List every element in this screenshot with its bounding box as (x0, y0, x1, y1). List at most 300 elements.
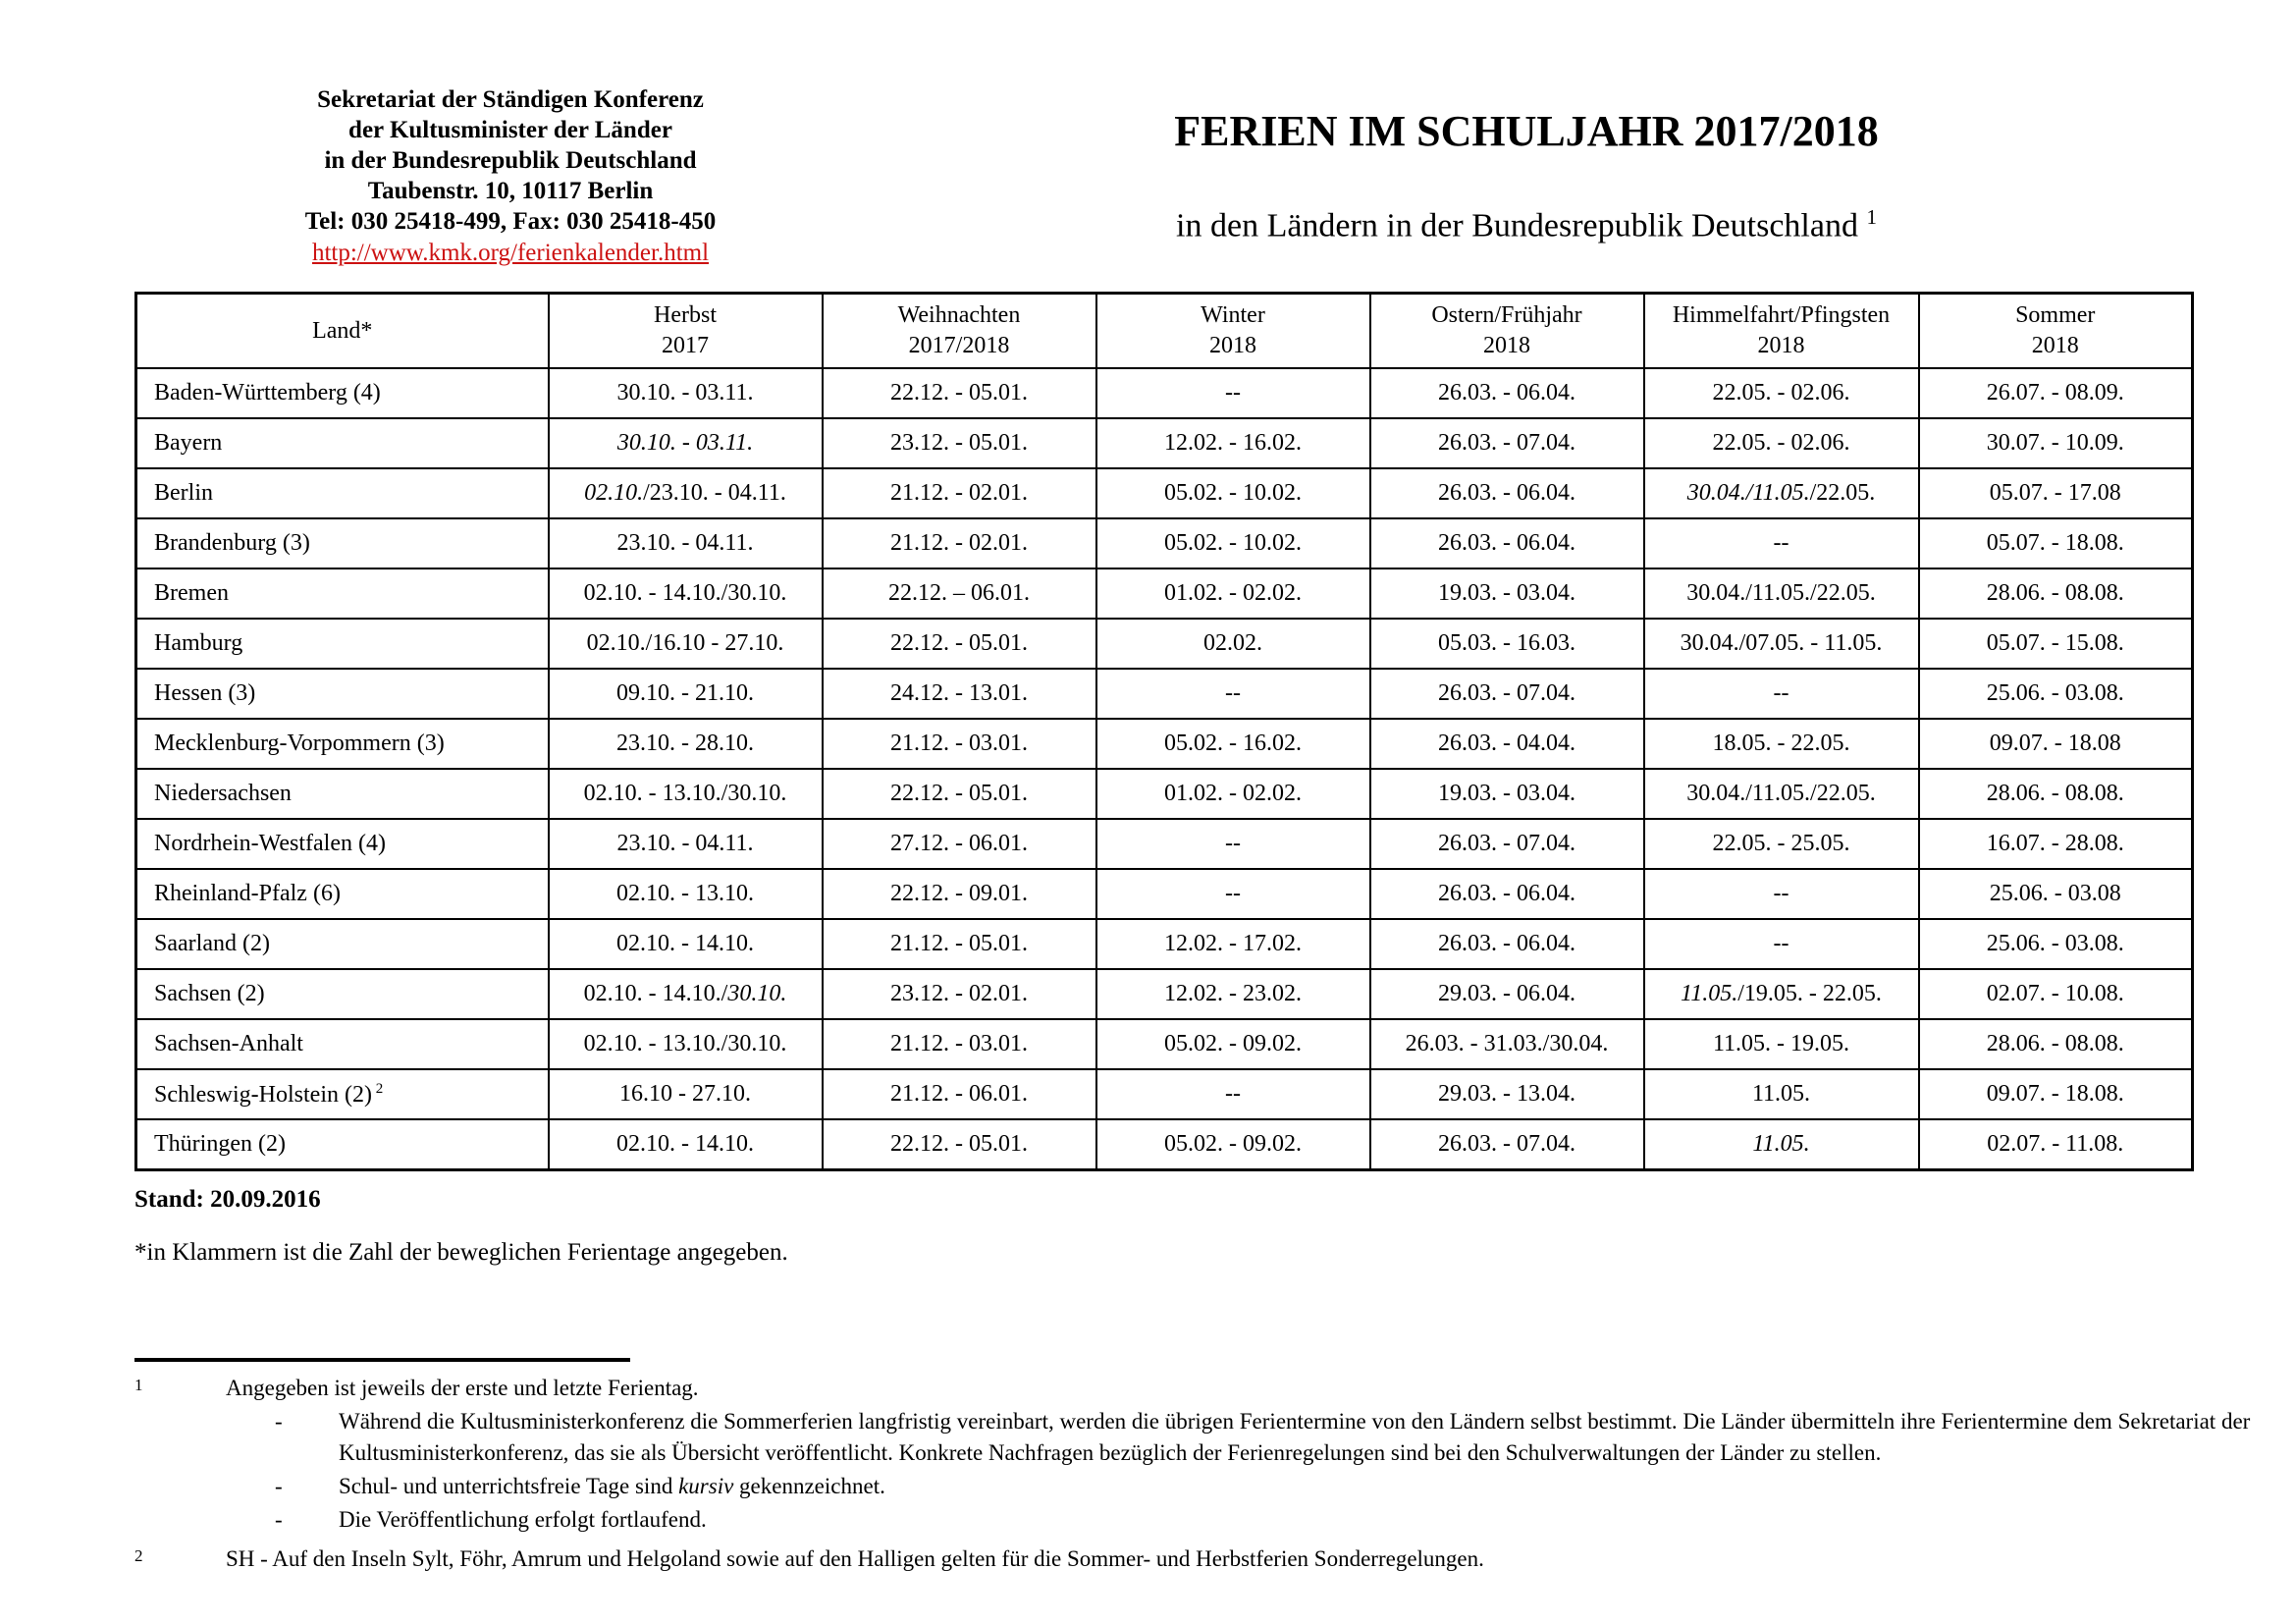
italic-date-segment: 30.04./11.05. (1686, 480, 1810, 506)
footnote (134, 1373, 2286, 1536)
land-name: Saarland (2) (154, 931, 270, 956)
holiday-cell (1919, 518, 2193, 568)
column-header-label: Herbst (654, 302, 717, 328)
land-name: Berlin (154, 480, 213, 506)
document-header (1021, 108, 2032, 244)
land-name: Bremen (154, 580, 229, 606)
holiday-cell (1370, 568, 1644, 619)
holiday-cell (1096, 869, 1370, 919)
holiday-cell (1919, 1019, 2193, 1069)
holiday-cell (1096, 568, 1370, 619)
date-segment: 23.10. - 04.11. (616, 831, 754, 856)
page-subtitle (1021, 198, 2032, 244)
date-segment: 01.02. - 02.02. (1164, 580, 1302, 606)
land-cell (136, 819, 549, 869)
holiday-cell (1096, 1019, 1370, 1069)
table-row (136, 418, 2193, 468)
holiday-cell (1096, 819, 1370, 869)
holiday-cell (823, 1019, 1096, 1069)
date-segment: 02.10. - 14.10./30.10. (583, 580, 787, 606)
column-header-label: Land* (312, 317, 373, 344)
date-segment: -- (1773, 931, 1789, 956)
date-segment: /19.05. - 22.05. (1737, 981, 1882, 1006)
holiday-cell (1644, 1019, 1919, 1069)
holiday-cell (549, 518, 823, 568)
holiday-cell (1919, 669, 2193, 719)
date-segment: -- (1773, 680, 1789, 706)
table-row (136, 719, 2193, 769)
holiday-cell (1644, 468, 1919, 518)
holiday-cell (1370, 1119, 1644, 1170)
holiday-cell (823, 468, 1096, 518)
page-title: FERIEN IM SCHULJAHR 2017/2018 (1174, 107, 1879, 155)
land-cell (136, 719, 549, 769)
land-cell (136, 568, 549, 619)
date-segment: 21.12. - 03.01. (890, 1031, 1028, 1056)
subtitle-footnote-ref: 1 (1866, 205, 1877, 229)
holiday-cell (1919, 568, 2193, 619)
date-segment: 02.02. (1203, 630, 1262, 656)
holiday-cell (549, 368, 823, 418)
land-cell (136, 619, 549, 669)
land-cell (136, 869, 549, 919)
table-row (136, 869, 2193, 919)
date-segment: 05.07. - 15.08. (1986, 630, 2124, 656)
date-segment: -- (1225, 881, 1241, 906)
table-row (136, 919, 2193, 969)
date-segment: 26.03. - 06.04. (1438, 480, 1575, 506)
date-segment: 23.12. - 05.01. (890, 430, 1028, 456)
holiday-cell (1096, 619, 1370, 669)
holiday-cell (1919, 1069, 2193, 1119)
date-segment: 05.02. - 10.02. (1164, 480, 1302, 506)
holiday-cell (823, 919, 1096, 969)
italic-date-segment: 11.05. (1681, 981, 1738, 1006)
holiday-cell (823, 1069, 1096, 1119)
land-name: Hessen (3) (154, 680, 256, 706)
date-segment: 05.07. - 17.08 (1989, 480, 2121, 506)
letterhead-line: der Kultusminister der Länder (348, 117, 672, 143)
dash-bullet: - (275, 1409, 283, 1434)
holiday-cell (549, 1019, 823, 1069)
date-segment: 30.10. - 03.11. (616, 380, 754, 406)
date-segment: 02.10. - 13.10./30.10. (583, 1031, 787, 1056)
holiday-cell (1370, 619, 1644, 669)
date-segment: 02.10. - 13.10./30.10. (583, 781, 787, 806)
holiday-cell (823, 869, 1096, 919)
date-segment: 09.10. - 21.10. (616, 680, 754, 706)
column-header-year: 2018 (2031, 333, 2079, 358)
italic-date-segment: 02.10. (584, 480, 644, 506)
date-segment: 24.12. - 13.01. (890, 680, 1028, 706)
table-row (136, 769, 2193, 819)
holiday-cell (1644, 969, 1919, 1019)
column-header-year: 2017 (662, 333, 709, 358)
date-segment: 22.12. – 06.01. (888, 580, 1030, 606)
holiday-table (134, 292, 2194, 1171)
date-segment: 19.03. - 03.04. (1438, 781, 1575, 806)
date-segment: -- (1225, 831, 1241, 856)
holiday-cell (549, 769, 823, 819)
date-segment: -- (1773, 530, 1789, 556)
holiday-cell (823, 368, 1096, 418)
date-segment: 25.06. - 03.08 (1989, 881, 2121, 906)
land-name: Thüringen (2) (154, 1131, 286, 1157)
holiday-cell (549, 1069, 823, 1119)
date-segment: 22.12. - 05.01. (890, 781, 1028, 806)
date-segment: 21.12. - 02.01. (890, 480, 1028, 506)
holiday-cell (823, 1119, 1096, 1170)
letterhead (187, 84, 834, 268)
date-segment: 02.07. - 10.08. (1986, 981, 2124, 1006)
land-name: Sachsen (2) (154, 981, 265, 1006)
date-segment: gekennzeichnet. (733, 1474, 885, 1498)
kmk-ferienkalender-link[interactable]: http://www.kmk.org/ferienkalender.html (311, 240, 710, 266)
holiday-cell (549, 1119, 823, 1170)
holiday-cell (823, 969, 1096, 1019)
holiday-cell (1919, 1119, 2193, 1170)
holiday-cell (1644, 1119, 1919, 1170)
footnote-content (226, 1373, 2286, 1536)
column-header-herbst (549, 294, 823, 369)
holiday-cell (1644, 769, 1919, 819)
letterhead-line: Sekretariat der Ständigen Konferenz (317, 86, 704, 113)
holiday-cell (1096, 769, 1370, 819)
holiday-cell (823, 669, 1096, 719)
italic-date-segment: kursiv (678, 1474, 734, 1498)
holiday-cell (1370, 368, 1644, 418)
holiday-cell (1644, 518, 1919, 568)
date-segment: 22.05. - 25.05. (1712, 831, 1850, 856)
date-segment: 05.02. - 10.02. (1164, 530, 1302, 556)
date-segment: 02.10. - 14.10. (616, 931, 754, 956)
holiday-cell (1370, 819, 1644, 869)
letterhead-line: Taubenstr. 10, 10117 Berlin (367, 178, 654, 204)
table-row (136, 468, 2193, 518)
holiday-cell (549, 568, 823, 619)
date-segment: 11.05. - 19.05. (1712, 1031, 1850, 1056)
date-segment: 26.03. - 07.04. (1438, 1131, 1575, 1157)
italic-date-segment: 30.10. (727, 981, 787, 1006)
date-segment: 22.12. - 05.01. (890, 1131, 1028, 1157)
holiday-cell (1370, 919, 1644, 969)
land-cell (136, 468, 549, 518)
holiday-cell (1096, 669, 1370, 719)
date-segment: 28.06. - 08.08. (1986, 781, 2124, 806)
date-segment: 26.03. - 07.04. (1438, 430, 1575, 456)
holiday-cell (1644, 368, 1919, 418)
holiday-cell (549, 418, 823, 468)
column-header-label: Sommer (2015, 302, 2096, 328)
date-segment: 23.10. - 28.10. (616, 731, 754, 756)
date-segment: 02.10. - 13.10. (616, 881, 754, 906)
page-subtitle-text: in den Ländern in der Bundesrepublik Deutschland (1176, 207, 1858, 244)
date-segment: 12.02. - 17.02. (1164, 931, 1302, 956)
dash-bullet: - (275, 1474, 283, 1498)
holiday-cell (1644, 418, 1919, 468)
dash-bullet: - (275, 1507, 283, 1532)
holiday-cell (1370, 418, 1644, 468)
date-segment: 26.03. - 06.04. (1438, 380, 1575, 406)
land-name: Hamburg (154, 630, 243, 656)
italic-date-segment: 30.10. - 03.11. (616, 430, 754, 456)
holiday-cell (1370, 1069, 1644, 1119)
table-row (136, 568, 2193, 619)
date-segment: 09.07. - 18.08. (1986, 1081, 2124, 1107)
date-segment: 25.06. - 03.08. (1986, 680, 2124, 706)
date-segment: 18.05. - 22.05. (1712, 731, 1850, 756)
holiday-cell (823, 418, 1096, 468)
column-header-winter (1096, 294, 1370, 369)
holiday-cell (549, 719, 823, 769)
date-segment: -- (1773, 881, 1789, 906)
footnote-marker: 1 (134, 1376, 143, 1394)
date-segment: 23.10. - 04.11. (616, 530, 754, 556)
table-header-row (136, 294, 2193, 369)
footnote-content (226, 1543, 2286, 1575)
table-row (136, 619, 2193, 669)
holiday-cell (1096, 919, 1370, 969)
land-cell (136, 518, 549, 568)
date-segment: 01.02. - 02.02. (1164, 781, 1302, 806)
land-cell (136, 669, 549, 719)
land-cell (136, 1019, 549, 1069)
land-cell (136, 919, 549, 969)
date-segment: 22.05. - 02.06. (1712, 380, 1850, 406)
column-header-weihnachten (823, 294, 1096, 369)
date-segment: 26.07. - 08.09. (1986, 380, 2124, 406)
land-name: Mecklenburg-Vorpommern (3) (154, 731, 445, 756)
column-header-label: Weihnachten (897, 302, 1021, 328)
date-segment: 22.12. - 09.01. (890, 881, 1028, 906)
letterhead-line: Tel: 030 25418-499, Fax: 030 25418-450 (304, 208, 717, 235)
holiday-cell (823, 769, 1096, 819)
holiday-cell (1644, 669, 1919, 719)
holiday-cell (1644, 1069, 1919, 1119)
holiday-cell (1919, 819, 2193, 869)
date-segment: 22.12. - 05.01. (890, 630, 1028, 656)
table-row (136, 518, 2193, 568)
date-segment: 21.12. - 05.01. (890, 931, 1028, 956)
holiday-cell (1644, 719, 1919, 769)
holiday-cell (1096, 418, 1370, 468)
date-segment: 26.03. - 31.03./30.04. (1405, 1031, 1609, 1056)
column-header-ostern-fr-hjahr (1370, 294, 1644, 369)
holiday-cell (1370, 969, 1644, 1019)
date-segment: 30.07. - 10.09. (1986, 430, 2124, 456)
date-segment: 26.03. - 06.04. (1438, 881, 1575, 906)
holiday-cell (1096, 1119, 1370, 1170)
table-row (136, 368, 2193, 418)
holiday-cell (1370, 468, 1644, 518)
date-segment: 26.03. - 06.04. (1438, 931, 1575, 956)
table-row (136, 969, 2193, 1019)
table-row (136, 1119, 2193, 1170)
table-row (136, 819, 2193, 869)
holiday-cell (1096, 468, 1370, 518)
italic-date-segment: 11.05. (1752, 1131, 1810, 1157)
date-segment: 21.12. - 06.01. (890, 1081, 1028, 1107)
date-segment: 22.12. - 05.01. (890, 380, 1028, 406)
holiday-cell (823, 819, 1096, 869)
date-segment: 05.02. - 16.02. (1164, 731, 1302, 756)
holiday-cell (1919, 468, 2193, 518)
column-header-year: 2018 (1209, 333, 1256, 358)
footnote-separator (134, 1358, 630, 1362)
date-segment: 05.07. - 18.08. (1986, 530, 2124, 556)
column-header-year: 2018 (1483, 333, 1530, 358)
date-segment: 26.03. - 04.04. (1438, 731, 1575, 756)
date-segment: 02.10./16.10 - 27.10. (586, 630, 784, 656)
footnote (134, 1543, 2286, 1575)
holiday-cell (1919, 418, 2193, 468)
column-header-sommer (1919, 294, 2193, 369)
date-segment: 22.05. - 02.06. (1712, 430, 1850, 456)
land-name: Nordrhein-Westfalen (4) (154, 831, 386, 856)
date-segment: 11.05. (1751, 1081, 1811, 1107)
footnote-item-text (339, 1504, 2286, 1536)
land-name: Niedersachsen (154, 781, 292, 806)
date-segment: 28.06. - 08.08. (1986, 1031, 2124, 1056)
footnote-intro: Angegeben ist jeweils der erste und letzte Ferientag. (226, 1376, 699, 1400)
holiday-cell (549, 468, 823, 518)
holiday-cell (1096, 1069, 1370, 1119)
date-segment: 21.12. - 03.01. (890, 731, 1028, 756)
holiday-cell (549, 619, 823, 669)
column-header-label: Ostern/Frühjahr (1431, 302, 1582, 328)
date-segment: Während die Kultusministerkonferenz die Sommerferien langfristig vereinbart, werden die übrigen Ferientermine von den Ländern selbst bestimmt. Die Länder übermitteln ihre Ferientermine dem Sekretariat der Kultusministerkonferenz, das sie als Übersicht veröffentlicht. Konkrete Nachfragen bezüglich der Ferienregelungen sind bei den Schulverwaltungen der Länder zu stellen. (339, 1409, 2251, 1465)
footnote-item (226, 1471, 2286, 1502)
letterhead-line: in der Bundesrepublik Deutschland (324, 147, 697, 174)
holiday-cell (1919, 719, 2193, 769)
date-segment: 21.12. - 02.01. (890, 530, 1028, 556)
date-segment: -- (1225, 380, 1241, 406)
footnotes (134, 1373, 2286, 1575)
holiday-cell (1644, 619, 1919, 669)
holiday-cell (549, 869, 823, 919)
holiday-cell (549, 819, 823, 869)
holiday-cell (823, 518, 1096, 568)
holiday-cell (1644, 919, 1919, 969)
land-cell (136, 1119, 549, 1170)
holiday-cell (823, 568, 1096, 619)
date-segment: Die Veröffentlichung erfolgt fortlaufend. (339, 1507, 707, 1532)
column-header-land (136, 294, 549, 369)
land-name: Baden-Württemberg (4) (154, 380, 381, 406)
date-segment: Schul- und unterrichtsfreie Tage sind (339, 1474, 679, 1498)
date-segment: 12.02. - 23.02. (1164, 981, 1302, 1006)
land-cell (136, 418, 549, 468)
date-segment: 02.10. - 14.10./ (583, 981, 728, 1006)
footnote-intro: SH - Auf den Inseln Sylt, Föhr, Amrum und Helgoland sowie auf den Halligen gelten für die Sommer- und Herbstferien Sonderregelungen. (226, 1546, 1484, 1571)
holiday-cell (1096, 969, 1370, 1019)
column-header-year: 2018 (1757, 333, 1805, 358)
date-segment: /22.05. (1809, 480, 1876, 506)
holiday-cell (1370, 719, 1644, 769)
date-segment: 30.04./07.05. - 11.05. (1680, 630, 1883, 656)
land-cell (136, 769, 549, 819)
land-name: Schleswig-Holstein (2) (154, 1081, 372, 1108)
footnote-item-text (339, 1471, 2286, 1502)
date-segment: 09.07. - 18.08 (1989, 731, 2121, 756)
holiday-cell (1096, 719, 1370, 769)
column-header-himmelfahrt-pfingsten (1644, 294, 1919, 369)
date-segment: /23.10. - 04.11. (643, 480, 786, 506)
holiday-cell (1644, 869, 1919, 919)
date-segment: 26.03. - 06.04. (1438, 530, 1575, 556)
date-segment: 25.06. - 03.08. (1986, 931, 2124, 956)
date-segment: 05.02. - 09.02. (1164, 1131, 1302, 1157)
date-segment: 23.12. - 02.01. (890, 981, 1028, 1006)
date-segment: 29.03. - 06.04. (1438, 981, 1575, 1006)
date-segment: 05.02. - 09.02. (1164, 1031, 1302, 1056)
holiday-cell (1370, 669, 1644, 719)
date-segment: 12.02. - 16.02. (1164, 430, 1302, 456)
column-header-label: Himmelfahrt/Pfingsten (1672, 302, 1891, 328)
land-name: Bayern (154, 430, 223, 456)
date-segment: 02.07. - 11.08. (1987, 1131, 2124, 1157)
date-segment: 16.07. - 28.08. (1986, 831, 2124, 856)
holiday-cell (1919, 919, 2193, 969)
holiday-cell (549, 919, 823, 969)
holiday-cell (1096, 518, 1370, 568)
stand-label: Stand: 20.09.2016 (134, 1186, 321, 1213)
date-segment: 27.12. - 06.01. (890, 831, 1028, 856)
date-segment: 30.04./11.05./22.05. (1686, 781, 1876, 806)
holiday-cell (1919, 619, 2193, 669)
holiday-cell (1370, 1019, 1644, 1069)
holiday-cell (549, 669, 823, 719)
holiday-cell (1919, 769, 2193, 819)
date-segment: 29.03. - 13.04. (1438, 1081, 1575, 1107)
date-segment: -- (1225, 680, 1241, 706)
date-segment: 02.10. - 14.10. (616, 1131, 754, 1157)
holiday-cell (1919, 368, 2193, 418)
table-row (136, 1069, 2193, 1119)
holiday-cell (1644, 568, 1919, 619)
date-segment: 26.03. - 07.04. (1438, 680, 1575, 706)
date-segment: 05.03. - 16.03. (1438, 630, 1575, 656)
date-segment: 30.04./11.05./22.05. (1686, 580, 1876, 606)
movable-days-note: *in Klammern ist die Zahl der beweglichen Ferientage angegeben. (134, 1239, 788, 1266)
holiday-cell (549, 969, 823, 1019)
holiday-cell (1644, 819, 1919, 869)
date-segment: 26.03. - 07.04. (1438, 831, 1575, 856)
table-row (136, 669, 2193, 719)
table-row (136, 1019, 2193, 1069)
holiday-cell (1919, 969, 2193, 1019)
footnote-marker: 2 (134, 1546, 143, 1565)
column-header-label: Winter (1201, 302, 1265, 328)
land-name: Brandenburg (3) (154, 530, 310, 556)
footnote-item-text (339, 1406, 2286, 1469)
land-footnote-ref: 2 (371, 1080, 384, 1097)
land-name: Sachsen-Anhalt (154, 1031, 303, 1056)
land-name: Rheinland-Pfalz (6) (154, 881, 341, 906)
holiday-cell (823, 619, 1096, 669)
land-cell (136, 1069, 549, 1119)
holiday-cell (823, 719, 1096, 769)
footnote-item (226, 1504, 2286, 1536)
date-segment: 16.10 - 27.10. (619, 1081, 751, 1107)
land-cell (136, 969, 549, 1019)
holiday-cell (1096, 368, 1370, 418)
column-header-year: 2017/2018 (908, 333, 1010, 358)
date-segment: 28.06. - 08.08. (1986, 580, 2124, 606)
holiday-cell (1919, 869, 2193, 919)
land-cell (136, 368, 549, 418)
date-segment: -- (1225, 1081, 1241, 1107)
